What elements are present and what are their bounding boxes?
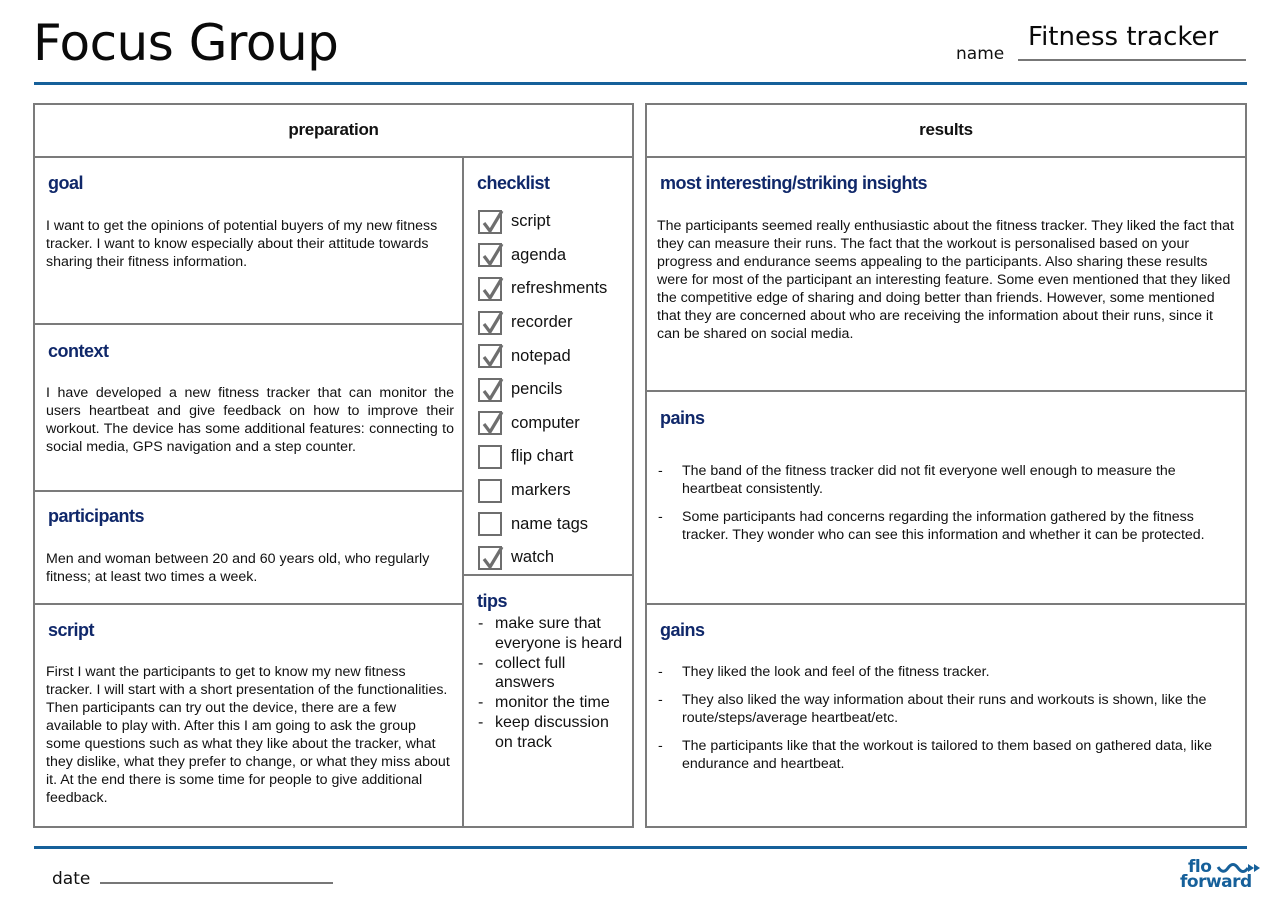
checklist-item-label: name tags [511,514,589,533]
checklist-item[interactable] [478,373,628,407]
pains-item: - The band of the fitness tracker did not fit everyone well enough to measure the heartbeat consistently. [658,462,1223,498]
checklist-item[interactable] [478,541,628,575]
checkmark-icon [481,343,505,369]
checkmark-icon [481,276,505,302]
checklist-item[interactable] [478,272,628,306]
checkbox-checked[interactable] [478,546,502,570]
gains-item: - They liked the look and feel of the fitness tracker. [658,663,1223,681]
checkmark-icon [481,310,505,336]
checkbox-checked[interactable] [478,210,502,234]
checklist-item-label: watch [511,548,555,567]
checkbox-unchecked[interactable] [478,512,502,536]
checkbox-checked[interactable] [478,277,502,301]
tips-list [476,614,626,753]
divider [33,323,463,325]
script-text: First I want the participants to get to know my new fitness tracker. I will start with a short presentation of the functionalities. Then participants can try out the device, there are a few available to play with. After this I am going to ask the group some questions such as what they like about the tracker, what they dislike, what they prefer to change, or what they miss about it. At the end there is some time for people to give additional feedback. [46,664,450,806]
checkbox-checked[interactable] [478,344,502,368]
checkmark-icon [481,209,505,235]
context-title: context [48,341,109,361]
checkbox-checked[interactable] [478,411,502,435]
bottom-divider [34,846,1247,849]
participants-text: Men and woman between 20 and 60 years old, who regularly fitness; at least two times a week. [46,551,430,585]
checklist-item-label: flip chart [511,447,574,466]
flowforward-logo [1180,857,1262,894]
goal-title: goal [48,173,84,193]
tip-item: - collect full answers [476,654,626,694]
name-underline [1018,59,1246,61]
context-text: I have developed a new fitness tracker that can monitor the users heartbeat and give feedback on how to improve their workout. The device has some additional features: connecting to social media, GPS navigation and a step counter. [46,385,454,455]
gains-title: gains [660,620,705,640]
tips-title: tips [477,591,508,611]
checkmark-icon [481,545,505,571]
checklist-item-label: notepad [511,346,571,365]
checklist-title: checklist [477,173,550,193]
divider [33,156,634,158]
checklist-item[interactable] [478,474,628,508]
checklist-item-label: recorder [511,313,573,332]
checklist-item-label: agenda [511,245,567,264]
participants-title: participants [48,506,145,526]
tip-item: - monitor the time [476,693,626,713]
checklist-item-label: script [511,212,551,231]
checklist-item-label: pencils [511,380,563,399]
date-label: date [52,869,91,889]
page-title: Focus Group [33,14,339,72]
divider [33,490,463,492]
divider [33,603,463,605]
checklist-item[interactable] [478,407,628,441]
checklist-item[interactable] [478,306,628,340]
checklist [478,205,628,575]
insights-title: most interesting/striking insights [660,173,928,193]
results-heading: results [919,120,973,139]
goal-text: I want to get the opinions of potential buyers of my new fitness tracker. I want to know especially about their attitude towards sharing their fitness information. [46,218,438,270]
checklist-item[interactable] [478,507,628,541]
divider [462,156,464,828]
name-label: name [956,44,1005,64]
checkbox-unchecked[interactable] [478,445,502,469]
gains-list [658,663,1223,783]
checkmark-icon [481,377,505,403]
checkmark-icon [481,242,505,268]
checklist-item[interactable] [478,440,628,474]
gains-item: - They also liked the way information about their runs and workouts is shown, like the route/steps/average heartbeat/etc. [658,691,1223,727]
checkbox-checked[interactable] [478,311,502,335]
name-field[interactable]: Fitness tracker [1028,22,1219,52]
insights-text: The participants seemed really enthusiastic about the fitness tracker. They liked the fact that they can measure their runs. The fact that the workout is personalised based on your progress and endurance seems appealing to the participants. Also sharing these results were for most of the participant an interesting feature. Some even mentioned that they liked the competitive edge of sharing and doing better than friends. However, some mentioned that they are concerned about who are receiving the information about their runs, since it can be shared on social media. [657,218,1235,342]
logo-text-line1: flo [1188,857,1212,877]
divider [645,156,1247,158]
divider [645,390,1247,392]
pains-item: - Some participants had concerns regarding the information gathered by the fitness tracker. They wonder who can see this information and whether it can be protected. [658,508,1223,544]
checklist-item[interactable] [478,205,628,239]
checklist-item-label: markers [511,481,571,500]
checkbox-checked[interactable] [478,378,502,402]
preparation-heading: preparation [288,120,379,139]
checklist-item-label: refreshments [511,279,608,298]
script-title: script [48,620,95,640]
gains-item: - The participants like that the workout is tailored to them based on gathered data, like endurance and heartbeat. [658,737,1223,773]
top-divider [34,82,1247,85]
checklist-item[interactable] [478,339,628,373]
checklist-item[interactable] [478,239,628,273]
tip-item: - keep discussion on track [476,713,626,753]
logo-text-line2: forward [1180,872,1252,892]
divider [645,603,1247,605]
pains-list [658,462,1223,554]
checkmark-icon [481,410,505,436]
tip-item: - make sure that everyone is heard [476,614,626,654]
checkbox-checked[interactable] [478,243,502,267]
checklist-item-label: computer [511,413,580,432]
date-field[interactable] [100,882,333,884]
checkbox-unchecked[interactable] [478,479,502,503]
pains-title: pains [660,408,705,428]
